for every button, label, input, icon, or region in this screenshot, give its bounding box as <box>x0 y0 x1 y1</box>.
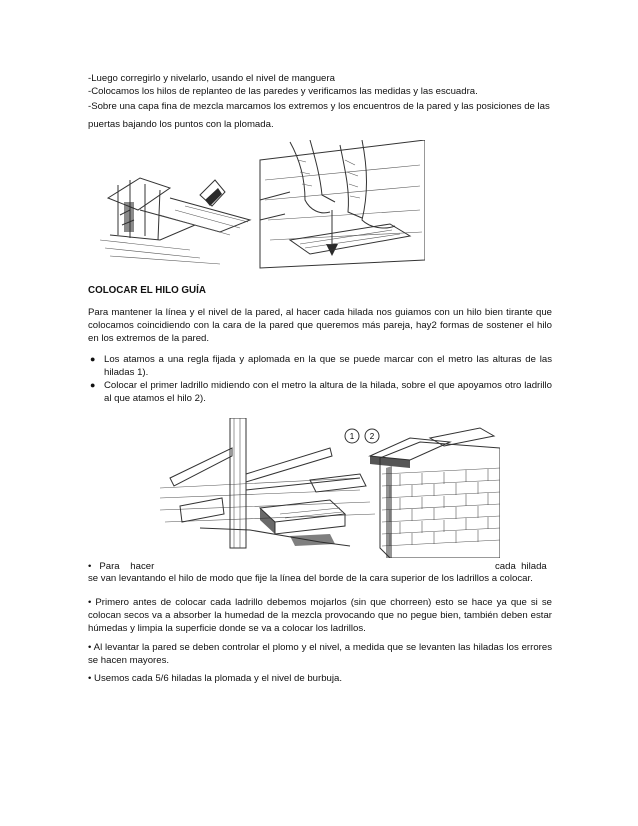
note-4: • Usemos cada 5/6 hiladas la plomada y el nivel de burbuja. <box>88 673 343 684</box>
note-3: • Al levantar la pared se deben controlar el plomo y el nivel, a medida que se levanten las hiladas los errores se hacen mayores. <box>88 642 552 666</box>
brick-wall-corner-sketch-icon <box>370 428 500 558</box>
bullet-dot-1: ● <box>90 354 96 364</box>
intro-line-1: -Luego corregirlo y nivelarlo, usando el nivel de manguera <box>88 73 335 84</box>
section-heading: COLOCAR EL HILO GUÍA <box>88 285 206 296</box>
intro-line-4: puertas bajando los puntos con la plomada. <box>88 119 274 130</box>
note-1-start: • Para hacer <box>88 561 155 572</box>
bottom-illustration <box>160 418 500 558</box>
label-2: 2 <box>369 432 375 441</box>
section-paragraph: Para mantener la línea y el nivel de la pared, al hacer cada hilada nos guiamos con un hilo bien tirante que colocamos coincidiendo con la cara de la pared que queremos más pareja, hay2 formas de sostener el hilo en los extremos de la pared. <box>88 307 552 344</box>
guide-rule-with-string-sketch-icon <box>160 418 375 548</box>
intro-line-2: -Colocamos los hilos de replanteo de las paredes y verificamos las medidas y las escuadra. <box>88 86 478 97</box>
note-1-line-2: se van levantando el hilo de modo que fije la línea del borde de la cara superior de los ladrillos a colocar. <box>88 573 533 584</box>
bullet-item-2: Colocar el primer ladrillo midiendo con el metro la altura de la hilada, sobre el que apoyamos otro ladrillo al que atamos el hilo 2). <box>104 380 552 404</box>
label-1: 1 <box>349 432 355 441</box>
bullet-dot-2: ● <box>90 380 96 390</box>
note-2: • Primero antes de colocar cada ladrillo debemos mojarlos (sin que chorreen) esto se hace ya que si se colocan secos va a absorber la humedad de la mezcla provocando que no pegue bien, también deben estar húmedas y limpia la superficie donde se va a colocar los ladrillos. <box>88 597 552 634</box>
bullet-item-1: Los atamos a una regla fijada y aplomada en la que se puede marcar con el metro las alturas de las hiladas 1). <box>104 354 552 378</box>
plumb-bob-hands-sketch-icon <box>260 140 425 268</box>
note-1-end: cada hilada <box>495 561 547 572</box>
top-illustration <box>100 140 425 270</box>
marking-corners-sketch-icon <box>100 178 250 264</box>
intro-line-3: -Sobre una capa fina de mezcla marcamos los extremos y los encuentros de la pared y las posiciones de las <box>88 101 550 112</box>
